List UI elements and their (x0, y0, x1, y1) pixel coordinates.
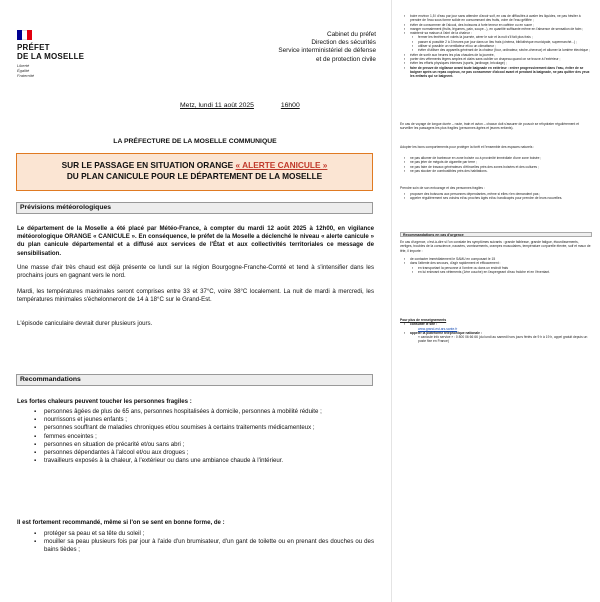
cabinet-header: Cabinet du préfet Direction des sécurités Service interministériel de défense et de protection civile (278, 31, 376, 63)
date-line (180, 102, 300, 109)
list-item: ▪ ne pas stocker de combustibles près des habitations. (410, 169, 592, 173)
section-recommendations-title: Recommandations (16, 374, 373, 386)
forecast-paragraph-3: Mardi, les températures maximales seront comprises entre 33 et 37°C, voire 38°C localement. La nuit de mardi à mercredi, les températures minimales s'échelonneront de 14 à 18°C sur le Grand-Est. (17, 288, 374, 304)
list-item: ▪ éviter de consommer de l'alcool, des boissons à forte teneur en caféine ou en sucre ; (410, 23, 592, 27)
forecast-paragraph-2: Une masse d'air très chaud est déjà présente ce lundi sur la région Bourgogne-Franche-Comté et tend à s'intensifier dans les prochains jours en gagnant vers le nord. (17, 264, 374, 280)
emergency-intro: En cas d'urgence, c'est-à-dire si l'on constate les symptômes suivants : grande faiblesse, grande fatigue, étourdissements, vertiges, troubles de la conscience, nausées, vomissements, crampes musculaires, température corporelle élevée, soif et maux de tête, il importe : (400, 240, 591, 253)
adapt-intro: Adopter les bons comportements pour protéger la forêt et l'ensemble des espaces naturels : (400, 145, 535, 149)
list-item: ▪ boire environ 1,5 l d'eau par jour sans attendre d'avoir soif, en cas de difficultés à avaler les liquides, ne pas hésiter à prendre de l'eau sous forme solide en consommant des fruits, voire de l'eau gélifiée ; (410, 14, 592, 23)
ars-website-link[interactable]: www.grand-est.ars.sante.fr (418, 326, 458, 331)
logo-motto: Liberté Égalité Fraternité (17, 63, 35, 78)
logo-title-line-2: DE LA MOSELLE (17, 52, 85, 61)
fragile-intro: Les fortes chaleurs peuvent toucher les personnes fragiles : (17, 398, 192, 405)
list-item: ▪ ne pas jeter de mégots de cigarette par terre ; (410, 160, 592, 164)
advice-list (44, 530, 374, 555)
list-item: ▪ protéger sa peau et sa tête du soleil ; (44, 530, 374, 538)
french-flag-icon (17, 30, 32, 40)
list-item: ▪ porter des vêtements légers amples et clairs sans oublier un chapeau quand on se trouve à l'extérieur ; (410, 57, 592, 61)
logo-title-line-1: PRÉFET (17, 43, 50, 52)
care-intro: Prendre soin de son entourage et des personnes fragiles : (400, 186, 485, 190)
alert-highlight: « ALERTE CANICULE » (235, 160, 328, 170)
list-item: ▪ personnes âgées de plus de 65 ans, personnes hospitalisées à domicile, personnes à mobilité réduite ; (44, 408, 374, 416)
list-item: ▪ fermer les fenêtres et volets la journée, aérer le soir et la nuit s'il fait plus frais ; (418, 35, 592, 39)
adapt-list (400, 156, 592, 173)
list-item: ▪ personnes dépendantes à l'alcool et/ou aux drogues ; (44, 449, 374, 457)
list-item: ▪ manger normalement (fruits, légumes, pain, soupe...), en quantité suffisante même en l'absence de sensation de faim ; (410, 27, 592, 31)
list-item: ▪ appeler la plateforme téléphonique nationale : (410, 331, 592, 335)
list-item: ▪ nourrissons et jeunes enfants ; (44, 416, 374, 424)
right-hydration-list (400, 14, 592, 78)
more-info-title: Pour plus de renseignements (400, 318, 447, 322)
fragile-list (44, 408, 374, 465)
communique-heading: LA PRÉFECTURE DE LA MOSELLE COMMUNIQUE (113, 138, 277, 145)
list-item: ▪ ne pas faire de travaux générateurs d'étincelles près des zones boisées et des cultures ; (410, 165, 592, 169)
list-item: ▪ utiliser si possible un ventilateur et/ou un climatiseur ; (418, 44, 592, 48)
list-item: ▪ femmes enceintes ; (44, 433, 374, 441)
document-time: 16h00 (280, 102, 300, 109)
list-item: ▪ dans l'attente des secours, d'agir rapidement et efficacement : (410, 261, 592, 265)
alert-title-box: SUR LE PASSAGE EN SITUATION ORANGE « ALERTE CANICULE » DU PLAN CANICULE POUR LE DÉPARTEMENT DE LA MOSELLE (16, 153, 373, 191)
section-forecast-title: Prévisions météorologiques (16, 202, 373, 214)
document-page-right (391, 0, 600, 602)
prefecture-logo (17, 30, 97, 78)
list-item: ▪ ne pas allumer de barbecue en zone boisée ou à proximité immédiate d'une zone boisée ; (410, 156, 592, 160)
list-item: ▪ en transportant la personne à l'ombre ou dans un endroit frais (418, 266, 592, 270)
list-item: ▪ personnes souffrant de maladies chroniques et/ou soumises à certains traitements médicamenteux ; (44, 424, 374, 432)
list-item: ▪ éviter d'utiliser des appareils générant de la chaleur (four, ordinateur, sèche-cheveux) et allumer la lumière électrique ; (418, 48, 592, 52)
more-info-block (400, 318, 592, 344)
travel-note: En cas de voyage de longue durée – route, train et avion – chacun doit s'assurer de pouvoir se réhydrater régulièrement et surveiller les passagers les plus fragiles (personnes âgées et jeunes enfants). (400, 122, 579, 131)
list-item: ▪ mouiller sa peau plusieurs fois par jour à l'aide d'un brumisateur, d'un gant de toilette ou en prenant des douches ou des bains tièdes ; (44, 538, 374, 554)
forecast-paragraph-4: L'épisode caniculaire devrait durer plusieurs jours. (17, 320, 153, 327)
list-item: ▪ éviter de sortir aux heures les plus chaudes de la journée, (410, 53, 592, 57)
advice-intro: Il est fortement recommandé, même si l'on se sent en bonne forme, de : (17, 519, 225, 526)
hotline-info: « canicule info service » : 0 800 06 66 66 (du lundi au samedi hors jours fériés de 9 h à 19 h, appel gratuit depuis un poste fixe en France) (418, 335, 588, 344)
list-item: ▪ personnes en situation de précarité et/ou sans abri ; (44, 441, 374, 449)
list-item: ▪ en lui enlevant ses vêtements (1ère couche) en l'aspergeant d'eau fraîche et en l'éventant. (418, 270, 592, 274)
list-item: ▪ proposer des boissons aux personnes dépendantes, même si elles n'en demandent pas ; (410, 192, 592, 196)
care-list (400, 192, 592, 201)
document-date: Metz, lundi 11 août 2025 (180, 102, 254, 109)
list-item: ▪ appeler régulièrement ses voisins et/ou proches âgés et/ou handicapés pour prendre de leurs nouvelles. (410, 196, 592, 200)
list-item: ▪ passer si possible 2 à 3 heures par jour dans un lieu frais (cinéma, bibliothèque municipale, supermarché...) ; (418, 40, 592, 44)
emergency-list (400, 257, 592, 274)
list-item: ▪ éviter les efforts physiques intenses (sports, jardinage, bricolage) ; (410, 61, 592, 65)
forecast-paragraph-1: Le département de la Moselle a été placé par Météo-France, à compter du mardi 12 août 2025 à 12h00, en vigilance météorologique ORANGE « CANICULE ». En conséquence, le préfet de la Moselle a déclenché le niveau « alerte canicule » du plan canicule départemental et a diffusé aux services de l'État et aux collectivités territoriales ce message de sensibilisation. (17, 225, 374, 257)
emergency-title: Recommandations en cas d'urgence (400, 232, 592, 237)
list-item: ▪ faire de preuve de vigilance avant toute baignade en extérieur : entrer progressivement dans l'eau, éviter de se baigner après un repas copieux, ne pas consommer d'alcool avant et pendant la baignade, ne pas quitter des yeux les enfants qui se baignent. (410, 66, 592, 79)
list-item: ▪ travailleurs exposés à la chaleur, à l'extérieur ou dans une ambiance chaude à l'intérieur. (44, 457, 374, 465)
list-item: ▪ consulter le site : (410, 322, 592, 326)
list-item: ▪ maintenir sa maison à l'abri de la chaleur : (410, 31, 592, 35)
list-item: ▪ de contacter immédiatement le SAMU en composant le 15 (410, 257, 592, 261)
